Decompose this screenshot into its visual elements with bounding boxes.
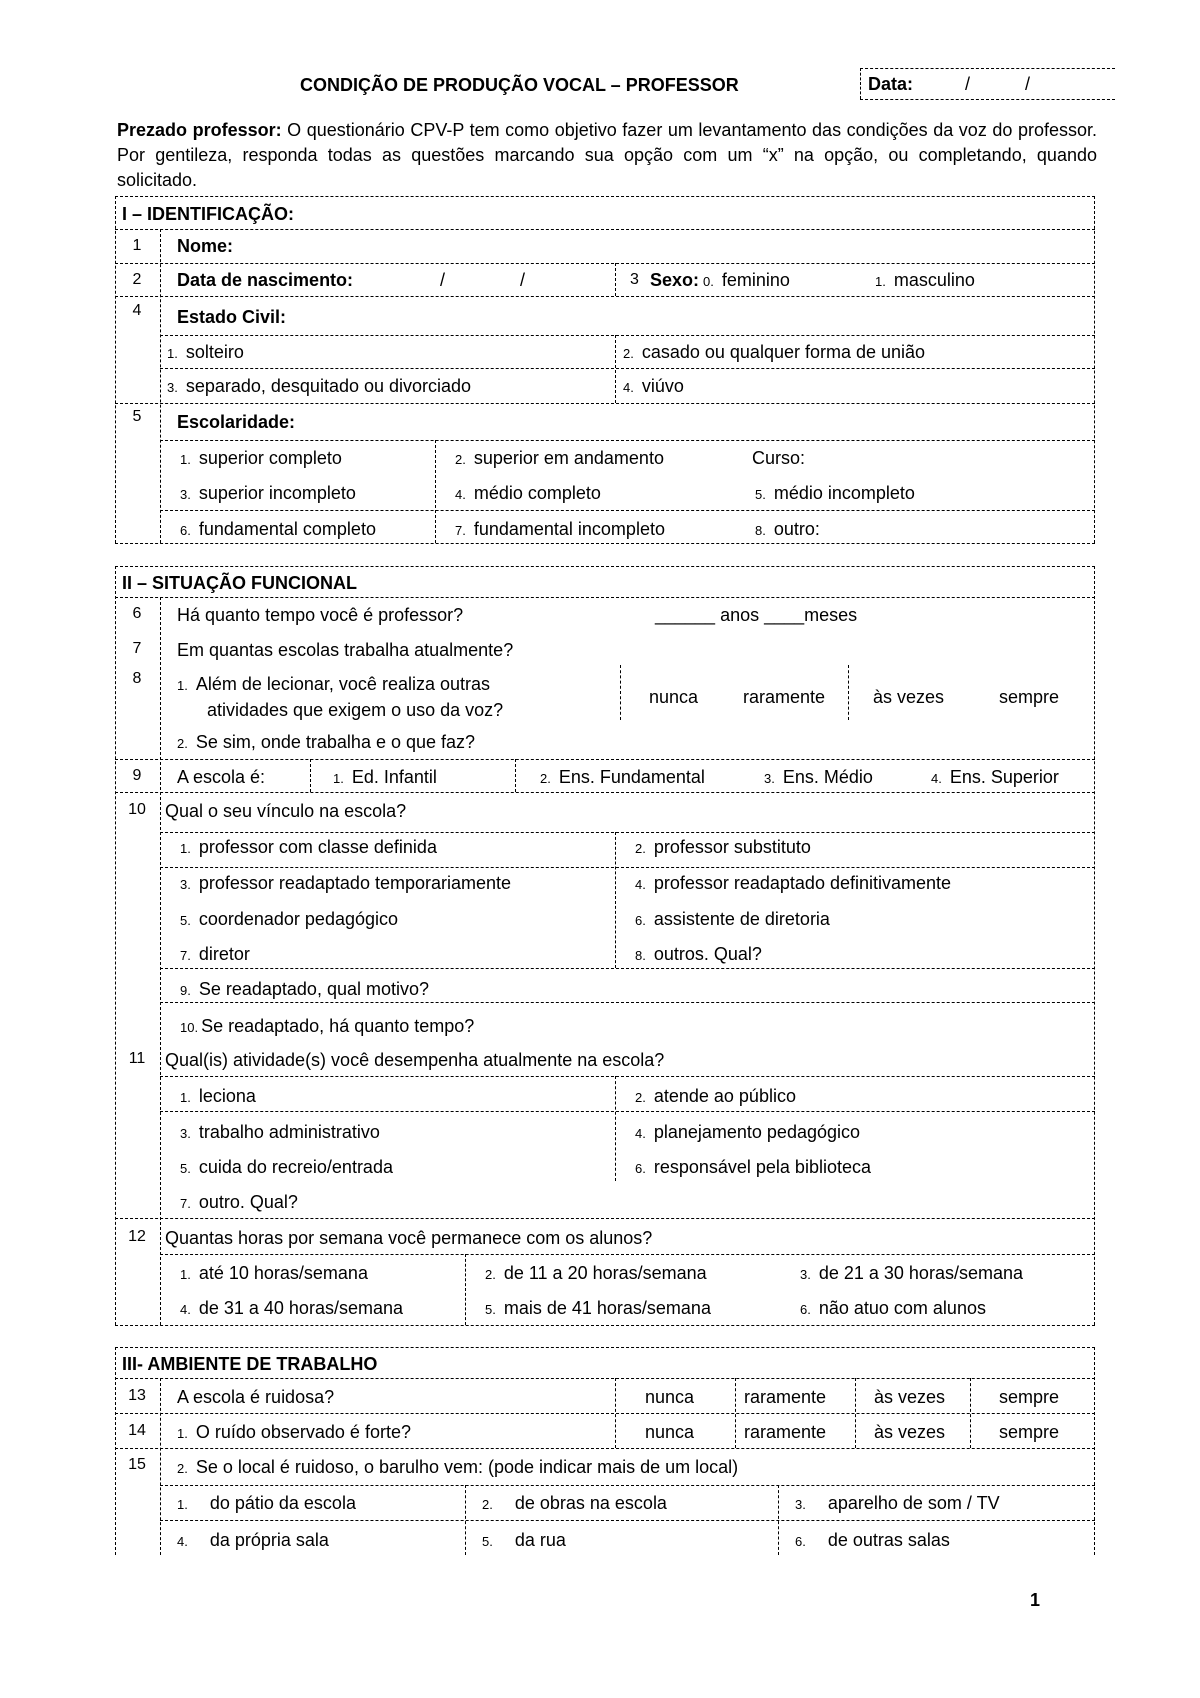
noisy-school-question: A escola é ruidosa? xyxy=(177,1387,335,1407)
question-text: Além de lecionar, você realiza outras xyxy=(195,674,490,694)
option-number: 1. xyxy=(180,841,191,856)
option-noise-source[interactable] xyxy=(795,1529,950,1553)
option-label: solteiro xyxy=(185,342,244,362)
option-noise-source[interactable] xyxy=(482,1492,667,1516)
option-label: não atuo com alunos xyxy=(818,1298,986,1318)
question-number: 9 xyxy=(132,767,142,784)
option-activity[interactable] xyxy=(635,1156,871,1180)
option-noise-source[interactable] xyxy=(795,1492,1000,1516)
option-label: professor com classe definida xyxy=(198,837,437,857)
other-activities-question xyxy=(177,673,490,697)
option-number: 1. xyxy=(180,1267,191,1282)
option-label: do pátio da escola xyxy=(209,1493,356,1513)
option-label: outro. Qual? xyxy=(198,1192,298,1212)
option-number: 5. xyxy=(485,1302,496,1317)
sex-label: Sexo: xyxy=(650,270,700,290)
question-text: atividades que exigem o uso da voz? xyxy=(207,700,504,720)
option-number: 1. xyxy=(167,346,178,361)
option-label: fundamental incompleto xyxy=(473,519,665,539)
option-education[interactable] xyxy=(755,518,820,542)
option-education[interactable] xyxy=(755,482,915,506)
section-title: II – SITUAÇÃO FUNCIONAL xyxy=(122,573,358,593)
option-label: mais de 41 horas/semana xyxy=(503,1298,711,1318)
option-number: 3. xyxy=(167,380,178,395)
question-number: 15 xyxy=(128,1456,146,1473)
option-number: 2. xyxy=(635,1090,646,1105)
freq-never[interactable]: nunca xyxy=(645,1422,695,1442)
option-number: 3. xyxy=(764,771,775,786)
option-label: outros. Qual? xyxy=(653,944,762,964)
option-label: até 10 horas/semana xyxy=(198,1263,368,1283)
option-activity[interactable] xyxy=(180,1191,298,1215)
freq-never[interactable]: nunca xyxy=(645,1387,695,1407)
option-label: responsável pela biblioteca xyxy=(653,1157,871,1177)
option-activity[interactable] xyxy=(635,1085,796,1109)
option-label: Ed. Infantil xyxy=(351,767,437,787)
option-bond[interactable] xyxy=(180,836,437,860)
question-number: 4 xyxy=(132,302,142,319)
option-label: Ens. Superior xyxy=(949,767,1059,787)
option-label: planejamento pedagógico xyxy=(653,1122,861,1142)
option-number: 2. xyxy=(623,346,634,361)
education-label: Escolaridade: xyxy=(177,412,296,432)
option-bond[interactable] xyxy=(180,872,511,896)
option-noise-source[interactable] xyxy=(482,1529,566,1553)
question-number: 11 xyxy=(128,1050,146,1067)
page-number: 1 xyxy=(1030,1590,1041,1610)
option-number: 1. xyxy=(177,678,188,693)
option-widowed[interactable] xyxy=(623,375,684,399)
option-label: feminino xyxy=(721,270,790,290)
option-number: 5. xyxy=(482,1534,493,1549)
option-education[interactable] xyxy=(455,518,665,542)
option-number: 5. xyxy=(180,1161,191,1176)
freq-rarely[interactable]: raramente xyxy=(743,687,826,707)
option-number: 4. xyxy=(177,1534,188,1549)
option-label: separado, desquitado ou divorciado xyxy=(185,376,472,396)
option-number: 7. xyxy=(180,948,191,963)
option-label: masculino xyxy=(893,270,975,290)
option-label: de outras salas xyxy=(827,1530,950,1550)
option-label: professor readaptado definitivamente xyxy=(653,873,952,893)
option-number: 8. xyxy=(635,948,646,963)
freq-rarely[interactable]: raramente xyxy=(744,1422,827,1442)
option-number: 2. xyxy=(482,1497,493,1512)
option-number: 1. xyxy=(177,1426,188,1441)
option-label: médio completo xyxy=(473,483,601,503)
option-number: 1. xyxy=(875,274,886,289)
option-label: médio incompleto xyxy=(773,483,915,503)
option-number: 6. xyxy=(800,1302,811,1317)
strong-noise-question xyxy=(177,1421,411,1445)
option-number: 1. xyxy=(177,1497,188,1512)
employment-bond-label: Qual o seu vínculo na escola? xyxy=(165,801,407,821)
option-activity[interactable] xyxy=(180,1156,393,1180)
date-label: Data: xyxy=(868,74,914,94)
name-label: Nome: xyxy=(177,236,234,256)
option-activity[interactable] xyxy=(180,1085,256,1109)
option-number: 7. xyxy=(180,1196,191,1211)
option-label: fundamental completo xyxy=(198,519,376,539)
option-number: 0. xyxy=(703,274,714,289)
question-number: 13 xyxy=(128,1387,146,1404)
option-school-type[interactable] xyxy=(540,766,705,790)
option-hours[interactable] xyxy=(800,1297,986,1321)
option-bond[interactable] xyxy=(180,943,250,967)
date-separator: / xyxy=(1025,74,1031,94)
option-divorced[interactable] xyxy=(167,375,471,399)
option-number: 2. xyxy=(177,736,188,751)
option-number: 4. xyxy=(623,380,634,395)
option-number: 4. xyxy=(455,487,466,502)
question-text: Se sim, onde trabalha e o que faz? xyxy=(195,732,476,752)
option-label: viúvo xyxy=(641,376,684,396)
page-title: CONDIÇÃO DE PRODUÇÃO VOCAL – PROFESSOR xyxy=(300,75,739,95)
option-label: superior incompleto xyxy=(198,483,356,503)
option-number: 1. xyxy=(180,1090,191,1105)
option-education[interactable] xyxy=(455,447,664,471)
option-school-type[interactable] xyxy=(764,766,873,790)
freq-sometimes[interactable]: às vezes xyxy=(874,1387,946,1407)
option-number: 10. xyxy=(180,1020,199,1035)
freq-never[interactable]: nunca xyxy=(649,687,699,707)
question-number: 10 xyxy=(128,801,146,818)
option-label: leciona xyxy=(198,1086,256,1106)
option-bond[interactable] xyxy=(180,908,398,932)
freq-rarely[interactable]: raramente xyxy=(744,1387,827,1407)
school-type-label: A escola é: xyxy=(177,767,266,787)
course-label: Curso: xyxy=(752,448,806,468)
birthdate-label: Data de nascimento: xyxy=(177,270,354,290)
option-label: de 21 a 30 horas/semana xyxy=(818,1263,1023,1283)
question-number: 5 xyxy=(132,408,142,425)
question-number: 3 xyxy=(630,271,639,288)
schools-count-label: Em quantas escolas trabalha atualmente? xyxy=(177,640,514,660)
question-number: 2 xyxy=(132,271,142,288)
option-number: 1. xyxy=(333,771,344,786)
option-number: 4. xyxy=(931,771,942,786)
intro-lead: Prezado professor: xyxy=(117,120,282,140)
option-number: 6. xyxy=(180,523,191,538)
marital-status-label: Estado Civil: xyxy=(177,307,287,327)
readapted-reason-question[interactable] xyxy=(180,978,429,1002)
option-school-type[interactable] xyxy=(931,766,1059,790)
option-label: casado ou qualquer forma de união xyxy=(641,342,926,362)
option-number: 1. xyxy=(180,452,191,467)
option-number: 5. xyxy=(755,487,766,502)
date-separator: / xyxy=(965,74,971,94)
option-label: Se readaptado, há quanto tempo? xyxy=(201,1016,475,1036)
years-teaching-label: Há quanto tempo você é professor? xyxy=(177,605,464,625)
option-label: assistente de diretoria xyxy=(653,909,830,929)
option-label: de 11 a 20 horas/semana xyxy=(503,1263,707,1283)
option-male[interactable] xyxy=(875,269,975,293)
section-title: I – IDENTIFICAÇÃO: xyxy=(122,204,295,224)
option-number: 3. xyxy=(180,877,191,892)
option-activity[interactable] xyxy=(635,1121,860,1145)
readapted-time-question[interactable] xyxy=(180,1015,474,1039)
option-label: Ens. Fundamental xyxy=(558,767,705,787)
option-number: 3. xyxy=(800,1267,811,1282)
option-number: 4. xyxy=(180,1302,191,1317)
option-education[interactable] xyxy=(180,482,356,506)
question-text: O ruído observado é forte? xyxy=(195,1422,411,1442)
date-separator: / xyxy=(520,270,526,290)
option-number: 4. xyxy=(635,877,646,892)
noise-source-question xyxy=(177,1456,738,1480)
option-number: 8. xyxy=(755,523,766,538)
intro-paragraph xyxy=(117,118,1097,193)
option-single[interactable] xyxy=(167,341,244,365)
option-school-type[interactable] xyxy=(333,766,437,790)
option-activity[interactable] xyxy=(180,1121,380,1145)
option-hours[interactable] xyxy=(800,1262,1023,1286)
option-number: 3. xyxy=(795,1497,806,1512)
option-hours[interactable] xyxy=(485,1262,707,1286)
freq-always[interactable]: sempre xyxy=(999,687,1060,707)
option-label: da própria sala xyxy=(209,1530,329,1550)
option-label: coordenador pedagógico xyxy=(198,909,399,929)
option-label: professor substituto xyxy=(653,837,811,857)
option-hours[interactable] xyxy=(180,1262,368,1286)
option-bond[interactable] xyxy=(635,943,762,967)
question-number: 12 xyxy=(128,1228,146,1245)
option-label: aparelho de som / TV xyxy=(827,1493,1000,1513)
option-number: 6. xyxy=(635,1161,646,1176)
option-label: de obras na escola xyxy=(514,1493,667,1513)
freq-always[interactable]: sempre xyxy=(999,1387,1060,1407)
intro-text: O questionário CPV-P tem como objetivo fazer um levantamento das condições da voz do professor. Por gentileza, responda todas as questões marcando sua opção com um “x” na opção, ou completando, quando solicitado. xyxy=(117,120,1097,190)
option-hours[interactable] xyxy=(485,1297,711,1321)
option-number: 2. xyxy=(485,1267,496,1282)
option-label: Se readaptado, qual motivo? xyxy=(198,979,430,999)
option-education[interactable] xyxy=(180,518,376,542)
option-bond[interactable] xyxy=(635,836,811,860)
section-title: III- AMBIENTE DE TRABALHO xyxy=(122,1354,378,1374)
option-label: superior em andamento xyxy=(473,448,664,468)
question-text: Se o local é ruidoso, o barulho vem: (pode indicar mais de um local) xyxy=(195,1457,739,1477)
date-separator: / xyxy=(440,270,446,290)
freq-sometimes[interactable]: às vezes xyxy=(874,1422,946,1442)
option-number: 6. xyxy=(795,1534,806,1549)
question-number: 14 xyxy=(128,1422,146,1439)
option-label: superior completo xyxy=(198,448,342,468)
option-noise-source[interactable] xyxy=(177,1529,329,1553)
option-label: atende ao público xyxy=(653,1086,796,1106)
option-noise-source[interactable] xyxy=(177,1492,356,1516)
option-label: de 31 a 40 horas/semana xyxy=(198,1298,403,1318)
freq-always[interactable]: sempre xyxy=(999,1422,1060,1442)
option-bond[interactable] xyxy=(635,872,951,896)
option-label: Ens. Médio xyxy=(782,767,873,787)
option-number: 9. xyxy=(180,983,191,998)
option-hours[interactable] xyxy=(180,1297,403,1321)
option-label: da rua xyxy=(514,1530,566,1550)
option-number: 7. xyxy=(455,523,466,538)
option-number: 3. xyxy=(180,1126,191,1141)
question-number: 6 xyxy=(132,605,142,622)
question-number: 8 xyxy=(132,670,142,687)
option-number: 2. xyxy=(177,1461,188,1476)
option-label: trabalho administrativo xyxy=(198,1122,380,1142)
question-number: 7 xyxy=(132,640,142,657)
years-months-field[interactable]: ______ anos ____meses xyxy=(655,605,858,625)
option-number: 4. xyxy=(635,1126,646,1141)
option-female[interactable] xyxy=(703,269,790,293)
hours-per-week-label: Quantas horas por semana você permanece com os alunos? xyxy=(165,1228,653,1248)
option-number: 2. xyxy=(635,841,646,856)
question-number: 1 xyxy=(132,237,142,254)
activities-label: Qual(is) atividade(s) você desempenha atualmente na escola? xyxy=(165,1050,665,1070)
option-number: 5. xyxy=(180,913,191,928)
freq-sometimes[interactable]: às vezes xyxy=(873,687,945,707)
option-education[interactable] xyxy=(180,447,342,471)
option-married[interactable] xyxy=(623,341,925,365)
option-number: 3. xyxy=(180,487,191,502)
option-bond[interactable] xyxy=(635,908,830,932)
option-number: 2. xyxy=(455,452,466,467)
option-number: 6. xyxy=(635,913,646,928)
option-label: cuida do recreio/entrada xyxy=(198,1157,393,1177)
option-education[interactable] xyxy=(455,482,601,506)
option-label: outro: xyxy=(773,519,820,539)
option-label: diretor xyxy=(198,944,250,964)
option-number: 2. xyxy=(540,771,551,786)
where-works-question xyxy=(177,731,475,755)
option-label: professor readaptado temporariamente xyxy=(198,873,512,893)
